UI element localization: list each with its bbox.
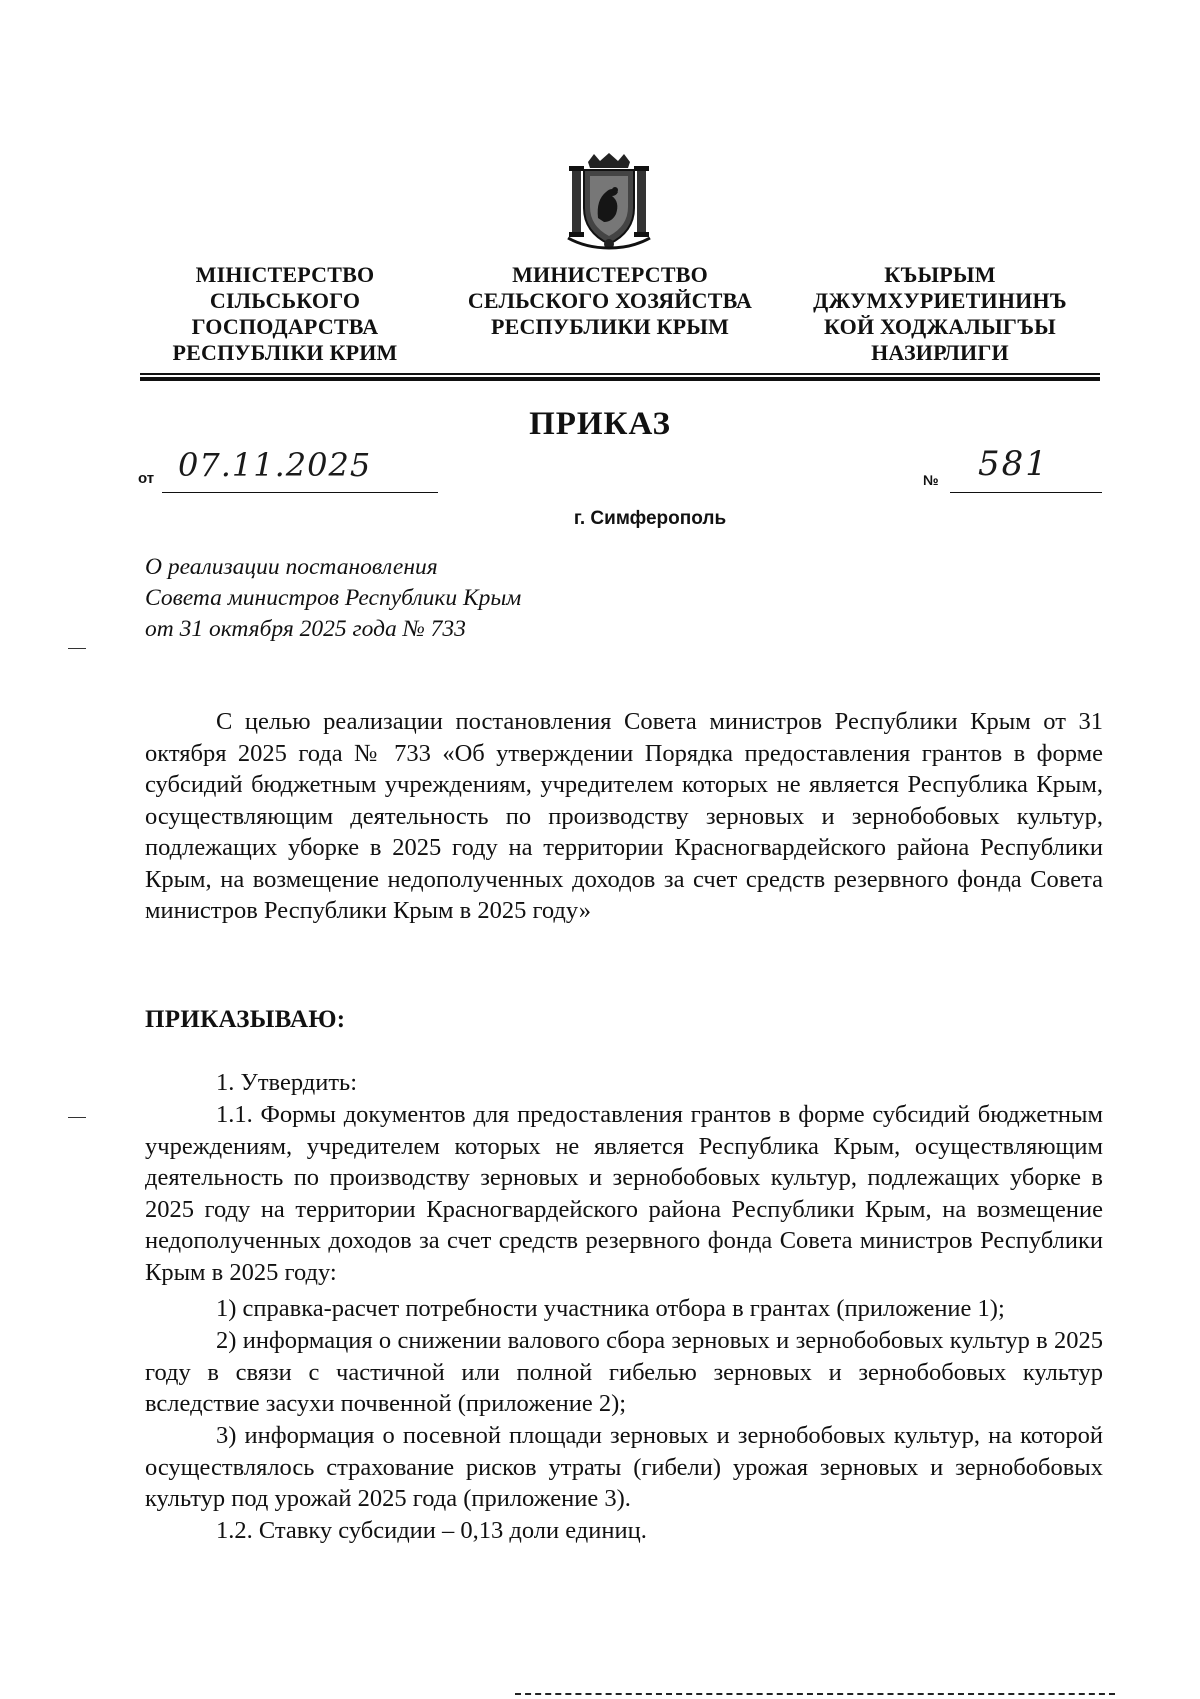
preamble-paragraph: С целью реализации постановления Совета министров Республики Крым от 31 октября 2025 года № 733 «Об утверждении Порядка предоставления грантов в форме субсидий бюджетным учреждениям, учредителем которых не является Республика Крым, осуществляющим деятельность по производству зерновых и зернобобовых культур, подлежащих уборке в 2025 году на территории Красногвардейского района Республики Крым, на возмещение недополученных доходов за счет средств резервного фонда Совета министров Республики Крым в 2025 году» xyxy=(145,708,1103,924)
crimea-coat-of-arms-icon xyxy=(566,152,652,250)
subitem-3: 3) информация о посевной площади зерновых и зернобобовых культур, на которой осуществлялось страхование рисков утраты (гибели) урожая зерновых и зернобобовых культур под урожай 2025 года (приложение 3). xyxy=(145,1422,1103,1512)
subject-line: от 31 октября 2025 года № 733 xyxy=(145,616,466,642)
item-1: 1. Утвердить: xyxy=(216,1069,358,1096)
header-ukrainian xyxy=(140,262,430,366)
document-title: ПРИКАЗ xyxy=(529,406,671,442)
header-line: ДЖУМХУРИЕТИНИНЪ xyxy=(813,288,1067,313)
header-line: МІНІСТЕРСТВО xyxy=(195,262,375,287)
subject-line: О реализации постановления xyxy=(145,554,438,580)
subject-line: Совета министров Республики Крым xyxy=(145,585,522,611)
date-prefix: от xyxy=(138,470,155,487)
header-divider-thick xyxy=(140,377,1100,381)
header-line: КЪЫРЫМ xyxy=(884,262,996,287)
header-line: СЕЛЬСКОГО ХОЗЯЙСТВА xyxy=(467,288,753,313)
order-subject xyxy=(145,552,521,645)
number-prefix: № xyxy=(923,472,939,488)
header-line: КОЙ ХОДЖАЛЫГЪЫ xyxy=(824,314,1056,339)
order-directive-heading: ПРИКАЗЫВАЮ: xyxy=(145,1006,346,1033)
header-line: НАЗИРЛИГИ xyxy=(871,340,1009,365)
margin-mark xyxy=(68,648,86,649)
header-line: РЕСПУБЛИКИ КРЫМ xyxy=(490,314,730,339)
subitem-1: 1) справка-расчет потребности участника отбора в грантах (приложение 1); xyxy=(216,1295,1005,1322)
date-underline xyxy=(162,492,438,493)
city-name: г. Симферополь xyxy=(573,508,727,529)
margin-mark xyxy=(68,1117,86,1118)
order-date: 07.11.2025 xyxy=(178,446,372,484)
header-line: ГОСПОДАРСТВА xyxy=(191,314,379,339)
header-crimean-tatar xyxy=(790,262,1090,366)
header-line: РЕСПУБЛІКИ КРИМ xyxy=(172,340,398,365)
header-line: СІЛЬСЬКОГО xyxy=(209,288,361,313)
item-1-2: 1.2. Ставку субсидии – 0,13 доли единиц. xyxy=(216,1517,647,1544)
bottom-edge-marks xyxy=(515,1693,1115,1695)
header-line: МИНИСТЕРСТВО xyxy=(512,262,708,287)
subitem-2: 2) информация о снижении валового сбора зерновых и зернобобовых культур в 2025 году в связи с частичной или полной гибелью зерновых и зернобобовых культур вследствие засухи почвенной (приложение 2); xyxy=(145,1327,1103,1417)
header-russian xyxy=(440,262,780,340)
order-number: 581 xyxy=(978,444,1049,484)
number-underline xyxy=(950,492,1102,493)
header-divider-thin xyxy=(140,373,1100,375)
item-1-1: 1.1. Формы документов для предоставления грантов в форме субсидий бюджетным учреждениям, учредителем которых не является Республика Крым, осуществляющим деятельность по производству зерновых и зернобобовых культур, подлежащих уборке в 2025 году на территории Красногвардейского района Республики Крым, на возмещение недополученных доходов за счет средств резервного фонда Совета министров Республики Крым в 2025 году: xyxy=(145,1101,1103,1286)
